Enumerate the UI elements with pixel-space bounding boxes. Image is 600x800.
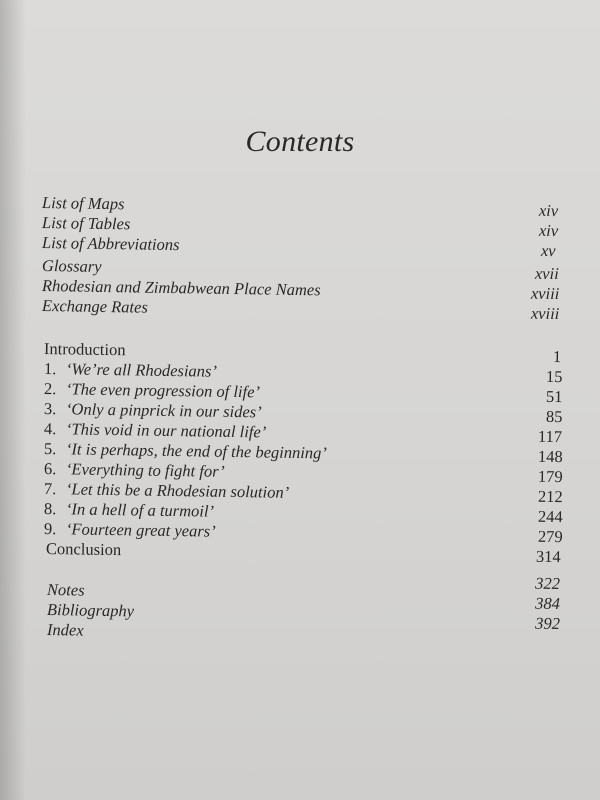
toc-entry-page: xiv xyxy=(538,220,559,241)
chapter-title: ‘In a hell of a turmoil’ xyxy=(65,499,215,521)
chapter-title: ‘This void in our national life’ xyxy=(65,419,267,442)
chapter-title: ‘Only a pinprick in our sides’ xyxy=(65,399,262,422)
chapter-number: 9. xyxy=(43,519,57,539)
toc-entry-page: xviii xyxy=(530,303,560,324)
toc-entry-page: 279 xyxy=(537,526,563,547)
toc-entry-label: List of Maps xyxy=(41,193,125,214)
toc-entry-page: 314 xyxy=(535,546,561,567)
toc-entry-label: Conclusion xyxy=(45,539,122,560)
toc-entry-page: 15 xyxy=(545,366,563,387)
toc-entry-label: Glossary xyxy=(41,256,102,276)
toc-entry-page: 148 xyxy=(537,446,563,467)
toc-entry-page: xv xyxy=(540,240,556,261)
chapter-title: ‘We’re all Rhodesians’ xyxy=(65,359,218,381)
chapter-number: 7. xyxy=(43,479,57,499)
chapter-title: ‘Let this be a Rhodesian solution’ xyxy=(65,479,290,502)
chapter-number: 8. xyxy=(43,499,57,519)
toc-entry-page: 1 xyxy=(552,346,562,367)
chapter-title: ‘Everything to fight for’ xyxy=(65,459,225,481)
chapter-number: 1. xyxy=(43,359,57,379)
toc-entry-label: Index xyxy=(46,620,84,640)
toc-entry-page: 179 xyxy=(537,466,563,487)
toc-entry-label: Exchange Rates xyxy=(41,296,148,317)
chapter-title: ‘The even progression of life’ xyxy=(65,379,261,402)
toc-entry-label: Bibliography xyxy=(46,600,135,621)
toc-entry-page: 212 xyxy=(537,486,563,507)
toc-entry-page: 117 xyxy=(537,426,563,447)
toc-entry-page: 85 xyxy=(545,406,563,427)
chapter-title: ‘Fourteen great years’ xyxy=(65,519,216,541)
toc-entry-page: xviii xyxy=(530,283,560,304)
toc-entry-page: 244 xyxy=(537,506,563,527)
chapter-number: 2. xyxy=(43,379,57,399)
chapter-title: ‘It is perhaps, the end of the beginning’ xyxy=(65,439,328,463)
toc-entry-label: List of Tables xyxy=(41,213,131,234)
toc-entry-label: Rhodesian and Zimbabwean Place Names xyxy=(41,276,321,300)
toc-entry-page: xiv xyxy=(538,200,559,221)
chapter-number: 3. xyxy=(43,399,57,419)
chapter-number: 5. xyxy=(43,439,57,459)
toc-entry-label: Introduction xyxy=(43,339,126,360)
toc-entry-page: 384 xyxy=(535,593,561,614)
toc-entry-label: List of Abbreviations xyxy=(41,233,180,255)
chapter-number: 4. xyxy=(43,419,57,439)
toc-entry-label: Notes xyxy=(46,580,85,600)
chapter-number: 6. xyxy=(43,459,57,479)
toc-entry-page: 392 xyxy=(535,613,561,634)
page-title: Contents xyxy=(245,125,355,158)
toc-entry-page: xvii xyxy=(534,263,559,284)
toc-entry-page: 51 xyxy=(545,386,563,407)
toc-entry-page: 322 xyxy=(535,573,561,594)
